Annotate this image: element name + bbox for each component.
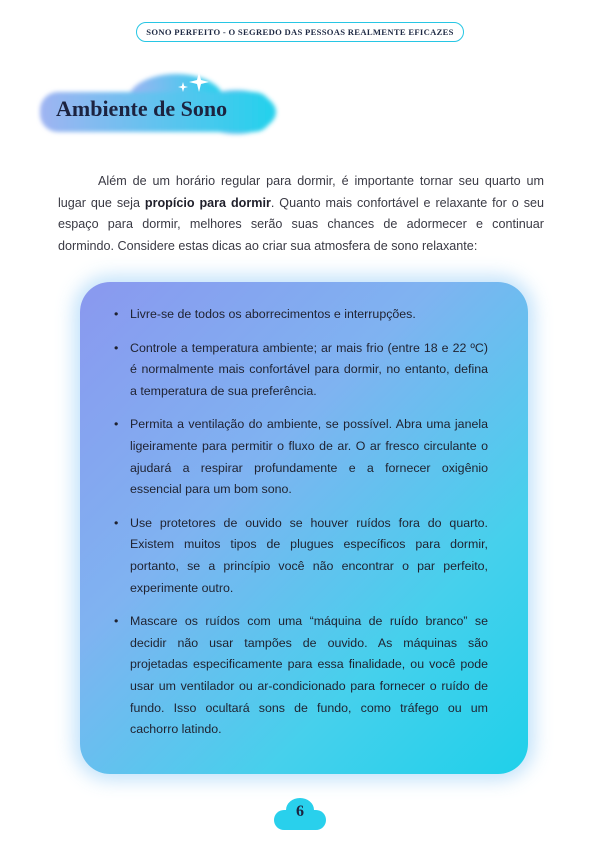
bullet-dot-icon: • — [114, 340, 119, 355]
bullet-dot-icon: • — [114, 307, 119, 321]
running-header-text: SONO PERFEITO - O SEGREDO DAS PESSOAS REALMENTE EFICAZES — [146, 27, 454, 37]
bullet-dot-icon: • — [114, 515, 119, 530]
tip-text: Controle a temperatura ambiente; ar mais frio (entre 18 e 22 ºC) é normalmente mais confortável para dormir, no entanto, defina a temperatura de sua preferência. — [130, 340, 488, 398]
intro-text-part1: Além de um horário regular para dormir, é importante tornar seu quarto um lugar que seja — [58, 174, 544, 210]
list-item — [114, 414, 488, 500]
tip-text: Livre-se de todos os aborrecimentos e interrupções. — [130, 307, 416, 321]
bullet-dot-icon: • — [114, 417, 119, 432]
tips-list — [114, 304, 488, 753]
bullet-dot-icon: • — [114, 614, 119, 629]
tip-text: Use protetores de ouvido se houver ruídos fora do quarto. Existem muitos tipos de plugues específicos para dormir, portanto, se a princípio você não encontrar o par perfeito, experimente outro. — [130, 515, 488, 595]
section-title: Ambiente de Sono — [56, 96, 228, 121]
intro-text-part2: . Quanto mais confortável e relaxante for o seu espaço para dormir, melhores serão suas chances de adormecer e continuar dormindo. Considere estas dicas ao criar sua atmosfera de sono relaxante: — [58, 195, 545, 253]
intro-bold-phrase: propício para dormir — [144, 195, 271, 210]
tip-text: Mascare os ruídos com uma “máquina de ruído branco” se decidir não usar tampões de ouvido. As máquinas são projetadas especificamente para essa finalidade, ou você pode usar um ventilador ou ar-condicionado para fornecer o ruído de fundo. Isso ocultará sons de fundo, como tráfego ou um cachorro latindo. — [130, 614, 488, 737]
tip-text: Permita a ventilação do ambiente, se possível. Abra uma janela ligeiramente para permitir o fluxo de ar. O ar fresco circulante o ajudará a respirar profundamente e a fornecer oxigênio essencial para um bom sono. — [130, 417, 488, 497]
list-item — [114, 304, 488, 326]
list-item — [114, 513, 488, 599]
running-header — [136, 22, 464, 42]
page-number: 6 — [296, 803, 304, 820]
list-item — [114, 338, 488, 403]
list-item — [114, 611, 488, 741]
intro-paragraph — [58, 171, 544, 257]
